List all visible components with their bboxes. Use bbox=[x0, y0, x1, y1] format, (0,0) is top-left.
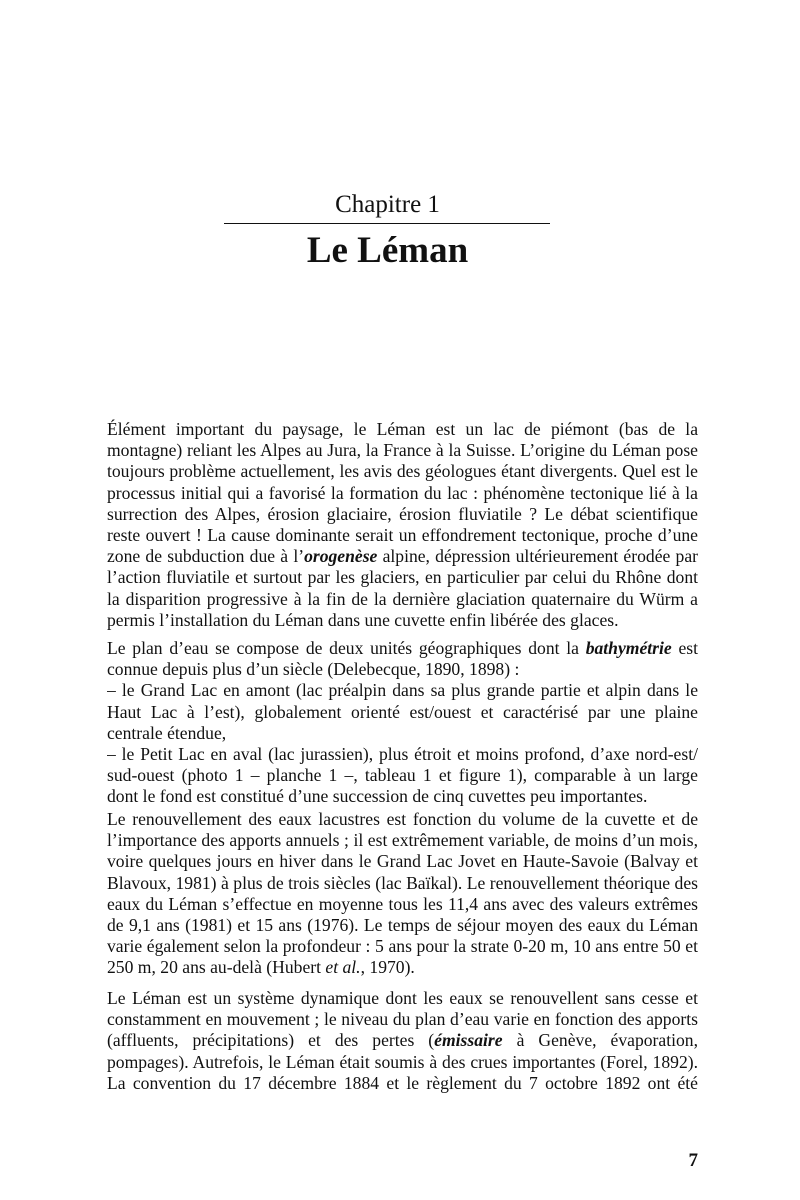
text-run: connue depuis plus d’un siècle (Delebecque, 1890, 1898) : bbox=[107, 659, 520, 680]
paragraph-2 bbox=[107, 638, 698, 808]
emphasized-term: bathymétrie bbox=[585, 638, 672, 658]
text-run: constamment en mouvement ; le niveau du plan d’eau varie en fonction des apports bbox=[107, 1009, 698, 1030]
text-run: zone de subduction due à l’ bbox=[107, 546, 305, 567]
text-line bbox=[107, 638, 698, 659]
text-line bbox=[107, 915, 698, 936]
text-run: surrection des Alpes, érosion glaciaire, érosion fluviatile ? Le débat scientifique bbox=[107, 503, 698, 524]
text-line bbox=[107, 659, 698, 680]
text-run: Élément important du paysage, le Léman est un lac de piémont (bas de la bbox=[107, 419, 698, 439]
text-run: centrale étendue, bbox=[107, 722, 227, 743]
page-number: 7 bbox=[688, 1150, 698, 1171]
paragraph-4 bbox=[107, 988, 698, 1094]
text-line bbox=[107, 567, 698, 588]
text-line bbox=[107, 440, 698, 461]
text-run: l’importance des apports annuels ; il est extrêmement variable, de moins d’un mois, bbox=[107, 830, 698, 851]
text-run: est bbox=[671, 638, 698, 658]
text-run: reste ouvert ! La cause dominante serait un effondrement tectonique, proche d’une bbox=[107, 524, 698, 545]
text-run: pompages). Autrefois, le Léman était soumis à des crues importantes (Forel, 1892). bbox=[107, 1051, 698, 1072]
text-line bbox=[107, 1073, 698, 1094]
text-run: sud-ouest (photo 1 – planche 1 –, tableau 1 et figure 1), comparable à un large bbox=[107, 765, 698, 786]
text-run: Le plan d’eau se compose de deux unités géographiques dont la bbox=[107, 638, 586, 658]
text-line bbox=[107, 702, 698, 723]
text-run: – le Grand Lac en amont (lac préalpin dans sa plus grande partie et alpin dans le bbox=[107, 680, 698, 701]
text-run: (affluents, précipitations) et des pertes ( bbox=[107, 1030, 435, 1051]
text-line bbox=[107, 744, 698, 765]
text-run: à Genève, évaporation, bbox=[502, 1030, 698, 1051]
emphasized-term: et al. bbox=[325, 957, 361, 978]
text-run: 250 m, 20 ans au-delà (Hubert bbox=[107, 957, 326, 978]
text-line bbox=[107, 610, 698, 631]
chapter-title: Le Léman bbox=[306, 230, 469, 271]
text-run: montagne) reliant les Alpes au Jura, la France à la Suisse. L’origine du Léman pose bbox=[107, 440, 698, 461]
text-line bbox=[107, 957, 698, 978]
emphasized-term: émissaire bbox=[434, 1030, 503, 1051]
paragraph-3 bbox=[107, 809, 698, 979]
text-line bbox=[107, 589, 698, 610]
text-run: Blavoux, 1981) à plus de trois siècles (lac Baïkal). Le renouvellement théorique des bbox=[107, 872, 698, 893]
text-run: l’action fluviatile et surtout par les glaciers, en particulier par celui du Rhône dont bbox=[107, 567, 698, 588]
chapter-label: Chapitre 1 bbox=[335, 191, 440, 218]
text-line bbox=[107, 419, 698, 440]
text-run: , 1970). bbox=[360, 957, 415, 978]
text-run: alpine, dépression ultérieurement érodée par bbox=[377, 546, 698, 567]
text-run: la disparition progressive à la fin de la dernière glaciation quaternaire du Würm a bbox=[107, 588, 698, 609]
text-line bbox=[107, 680, 698, 701]
text-line bbox=[107, 851, 698, 872]
text-line bbox=[107, 723, 698, 744]
text-line bbox=[107, 461, 698, 482]
text-line bbox=[107, 546, 698, 567]
text-line bbox=[107, 1009, 698, 1030]
text-run: Le renouvellement des eaux lacustres est fonction du volume de la cuvette et de bbox=[107, 809, 698, 829]
text-run: toujours problème actuellement, les avis des géologues étant divergents. Quel est le bbox=[107, 461, 698, 482]
text-run: eaux du Léman s’effectue en moyenne tous les 11,4 ans avec des valeurs extrêmes bbox=[107, 893, 698, 914]
text-run: processus initial qui a favorisé la formation du lac : phénomène tectonique lié à la bbox=[107, 482, 698, 503]
text-line bbox=[107, 894, 698, 915]
text-run: Le Léman est un système dynamique dont les eaux se renouvellent sans cesse et bbox=[107, 988, 698, 1008]
text-line bbox=[107, 1030, 698, 1051]
text-line bbox=[107, 1052, 698, 1073]
text-run: dont le fond est constitué d’une succession de cinq cuvettes peu importantes. bbox=[107, 786, 648, 807]
text-line bbox=[107, 483, 698, 504]
text-line bbox=[107, 936, 698, 957]
text-line bbox=[107, 765, 698, 786]
text-line bbox=[107, 830, 698, 851]
text-line bbox=[107, 873, 698, 894]
text-line bbox=[107, 809, 698, 830]
text-run: permis l’installation du Léman dans une cuvette enfin libérée des glaces. bbox=[107, 609, 619, 630]
chapter-rule bbox=[224, 223, 550, 224]
text-run: – le Petit Lac en aval (lac jurassien), plus étroit et moins profond, d’axe nord-est/ bbox=[107, 743, 698, 764]
text-run: varie également selon la profondeur : 5 ans pour la strate 0-20 m, 10 ans entre 50 et bbox=[107, 936, 698, 957]
paragraph-1 bbox=[107, 419, 698, 631]
text-run: La convention du 17 décembre 1884 et le règlement du 7 octobre 1892 ont été bbox=[107, 1072, 698, 1093]
emphasized-term: orogenèse bbox=[304, 546, 378, 567]
text-run: de 9,1 ans (1981) et 15 ans (1976). Le temps de séjour moyen des eaux du Léman bbox=[107, 914, 698, 935]
text-run: Haut Lac à l’est), globalement orienté est/ouest et caractérisé par une plaine bbox=[107, 701, 698, 722]
text-line bbox=[107, 786, 698, 807]
text-line bbox=[107, 988, 698, 1009]
text-run: voire quelques jours en hiver dans le Grand Lac Jovet en Haute-Savoie (Balvay et bbox=[107, 851, 698, 872]
text-line bbox=[107, 504, 698, 525]
text-line bbox=[107, 525, 698, 546]
